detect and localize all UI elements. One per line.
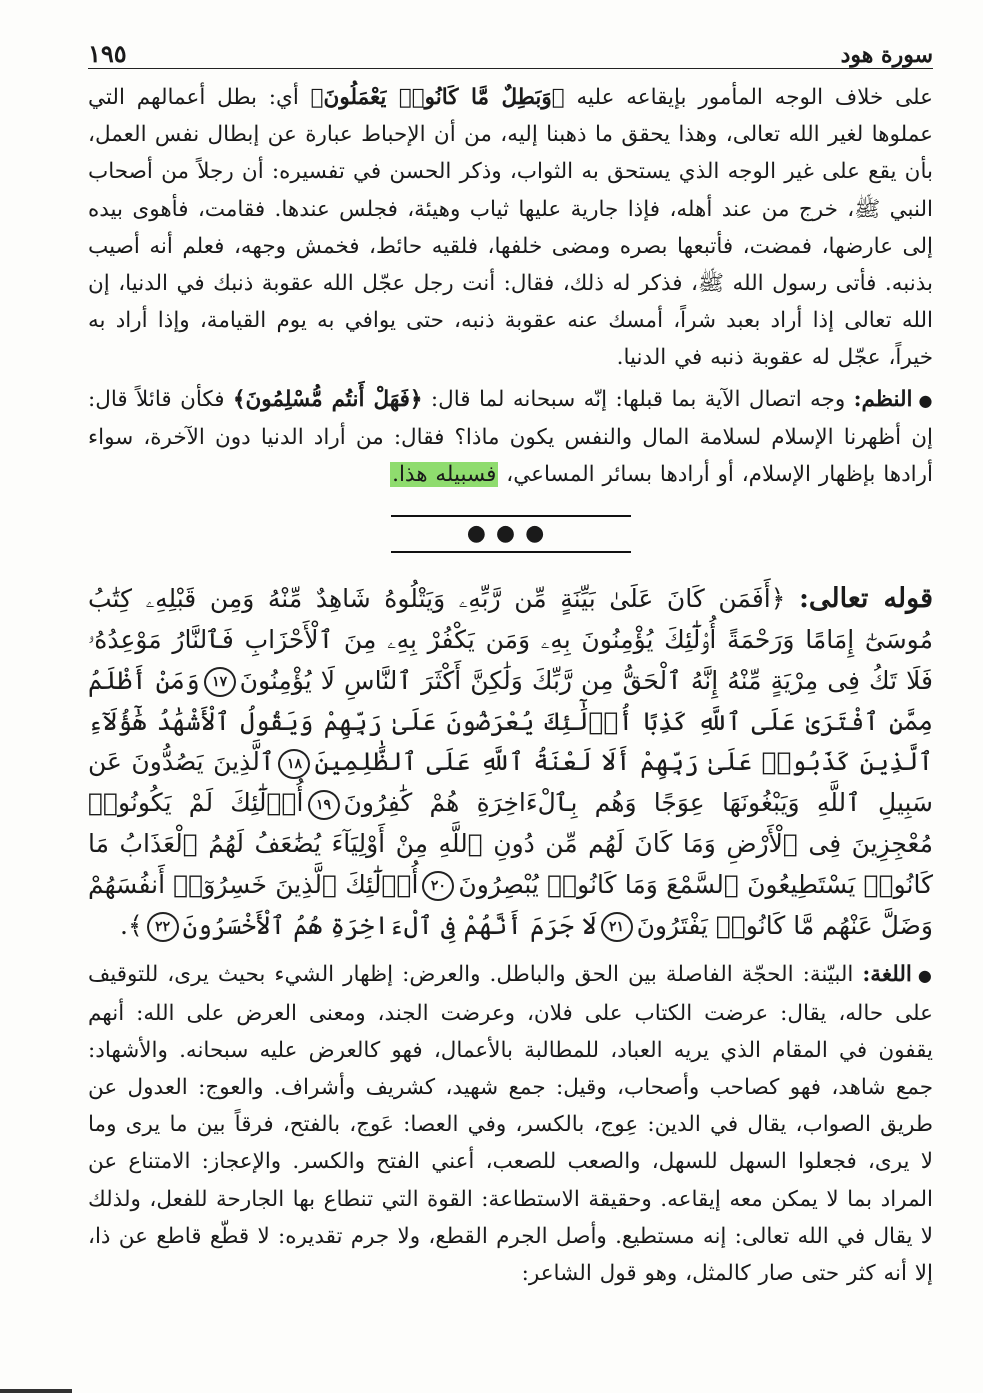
quran-quote: ﴿وَبَطِلٌ مَّا كَانُوا۟ يَعْمَلُونَ﴾ <box>310 85 565 110</box>
verse-text: ﴿أَفَمَن كَانَ عَلَىٰ بَيِّنَةٍ مِّن رَّبِّهِۦ وَيَتْلُوهُ شَاهِدٌ مِّنْهُ وَمِن قَبْلِهِۦ كِتَٰبُ مُوسَىٰٓ إِمَامًا وَرَحْمَةً أُو۟لَٰٓئِكَ يُؤْمِنُونَ بِهِۦ وَمَن يَكْفُرْ بِهِۦ مِنَ ٱلْأَحْزَابِ فَٱلنَّارُ مَوْعِدُهُۥ فَلَا تَكُ فِى مِرْيَةٍ مِّنْهُ إِنَّهُ ٱلْحَقُّ مِن رَّبِّكَ وَلَٰكِنَّ أَكْثَرَ ٱلنَّاسِ لَا يُؤْمِنُونَ <box>88 584 933 695</box>
paragraph-text: على خلاف الوجه المأمور بإيقاعه عليه <box>564 85 933 110</box>
paragraph-text: وجه اتصال الآية بما قبلها: إنّه سبحانه لما قال: <box>422 386 854 412</box>
section-heading: اللغة: <box>862 962 912 988</box>
scan-edge-mark <box>0 1389 72 1393</box>
language-paragraph <box>88 956 933 1292</box>
section-heading: النظم: <box>853 386 913 412</box>
commentary-paragraph <box>88 79 933 377</box>
separator-dots-icon: ●●● <box>466 521 555 547</box>
verse-end-bracket: ﴾. <box>120 910 143 940</box>
section-separator <box>391 515 631 553</box>
verse-text: ٱلَّذِينَ يَصُدُّونَ عَن سَبِيلِ ٱللَّهِ وَيَبْغُونَهَا عِوَجًا وَهُم بِٱلْءَاخِرَةِ هُمْ كَٰفِرُونَ <box>88 747 934 818</box>
separator-line <box>391 551 631 553</box>
ayah-number-marker: ١٩ <box>308 790 340 820</box>
paragraph-text: أي: بطل أعمالهم التي عملوها لغير الله تعالى، وهذا يحقق ما ذهبنا إليه، من أن الإحباط عبارة عن إبطال نفس العمل، بأن يقع على غير الوجه الذي يستحق به الثواب، وذكر الحسن في تفسيره: أن رجلاً من أصحاب النبي ﷺ، خرج من عند أهله، فإذا جارية عليها ثياب وهيئة، فجلس عندها. فقامت، فأهوى بيده إلى عارضها، فمضت، فأتبعها بصره ومضى خلفها، فلقيه حائط، فخمش وجهه، فعلم أنه أصيب بذنبه. فأتى رسول الله ﷺ، فذكر له ذلك، فقال: أنت رجل عجّل الله عقوبة ذنبك في الدنيا، إن الله تعالى إذا أراد بعبد شراً، أمسك عنه عقوبة ذنبه، حتى يوافي به يوم القيامة، وإذا أراد به خيراً، عجّل له عقوبة ذنبه في الدنيا. <box>88 85 933 371</box>
verse-text: أُو۟لَٰٓئِكَ لَمْ يَكُونُوا۟ مُعْجِزِينَ فِى ٱلْأَرْضِ وَمَا كَانَ لَهُم مِّن دُونِ ٱللَّهِ مِنْ أَوْلِيَآءَ يُضَٰعَفُ لَهُمُ ٱلْعَذَابُ مَا كَانُوا۟ يَسْتَطِيعُونَ ٱلسَّمْعَ وَمَا كَانُوا۟ يُبْصِرُونَ <box>88 788 933 899</box>
ayah-number-marker: ٢١ <box>601 912 633 942</box>
verses-intro: قوله تعالى: <box>798 583 934 615</box>
ayah-number-marker: ١٨ <box>278 749 310 779</box>
page-number: ١٩٥ <box>88 39 127 68</box>
ayah-number-marker: ٢٠ <box>422 871 454 901</box>
verse-text: أُو۟لَٰٓئِكَ ٱلَّذِينَ خَسِرُوٓا۟ أَنفُسَهُمْ وَضَلَّ عَنْهُم مَّا كَانُوا۟ يَفْتَرُونَ <box>88 869 933 940</box>
surah-title: سورة هود <box>840 42 933 68</box>
quran-quote: ﴿فَهَلْ أَنتُم مُّسْلِمُونَ﴾ <box>232 386 423 412</box>
quran-verses <box>88 579 933 946</box>
verse-text: وَمَنْ أَظْلَمُ مِمَّنِ ٱفْتَرَىٰ عَلَى ٱللَّهِ كَذِبًا أُو۟لَٰٓئِكَ يُعْرَضُونَ عَلَىٰ رَبِّهِمْ وَيَقُولُ ٱلْأَشْهَٰدُ هَٰٓؤُلَآءِ ٱلَّذِينَ كَذَبُوا۟ عَلَىٰ رَبِّهِمْ أَلَا لَعْنَةُ ٱللَّهِ عَلَى ٱلظَّٰلِمِينَ <box>88 665 933 777</box>
bullet-icon: ● <box>917 966 933 986</box>
paragraph-text: فكأن قائلاً قال: إن أظهرنا الإسلام لسلامة المال والنفس يكون ماذا؟ فقال: من أراد الدنيا دون الآخرة، سواء أرادها بإظهار الإسلام، أو أرادها بسائر المساعي، <box>88 386 933 488</box>
verse-text: لَا جَرَمَ أَنَّهُمْ فِى ٱلْءَاخِرَةِ هُمُ ٱلْأَخْسَرُونَ <box>182 910 597 940</box>
paragraph-text: البيّنة: الحجّة الفاصلة بين الحق والباطل. والعرض: إظهار الشيء بحيث يرى، للتوقيف على حاله، يقال: عرضت الكتاب على فلان، وعرضت الجند، ومعنى العرض على الله: أنهم يقفون في المقام الذي يريه العباد، للمطالبة بالأعمال، فهو كالعرض عليه سبحانه. والأشهاد: جمع شاهد، فهو كصاحب وأصحاب، وقيل: جمع شهيد، كشريف وأشراف. والعوج: العدول عن طريق الصواب، يقال في الدين: عِوج، بالكسر، وفي العصا: عَوج، بالفتح، فرقاً بين ما يرى وما لا يرى، فجعلوا السهل للسهل، والصعب للصعب، أعني الفتح والكسر. والإعجاز: الامتناع عن المراد بما لا يمكن معه إيقاعه. وحقيقة الاستطاعة: القوة التي تنطاع بها الجارحة للفعل، ولذلك لا يقال في الله تعالى: إنه مستطيع. وأصل الجرم القطع، ولا جرم تقديره: لا قطّع قاطع عن ذا، إلا أنه كثر حتى صار كالمثل، وهو قول الشاعر: <box>88 962 933 1287</box>
book-page <box>88 22 933 1292</box>
bullet-icon: ● <box>918 390 933 410</box>
ayah-number-marker: ١٧ <box>204 667 236 697</box>
nazm-paragraph <box>88 381 933 494</box>
highlighted-text[interactable]: فسبيله هذا. <box>392 462 497 488</box>
page-header <box>88 22 933 69</box>
ayah-number-marker: ٢٢ <box>147 912 179 942</box>
